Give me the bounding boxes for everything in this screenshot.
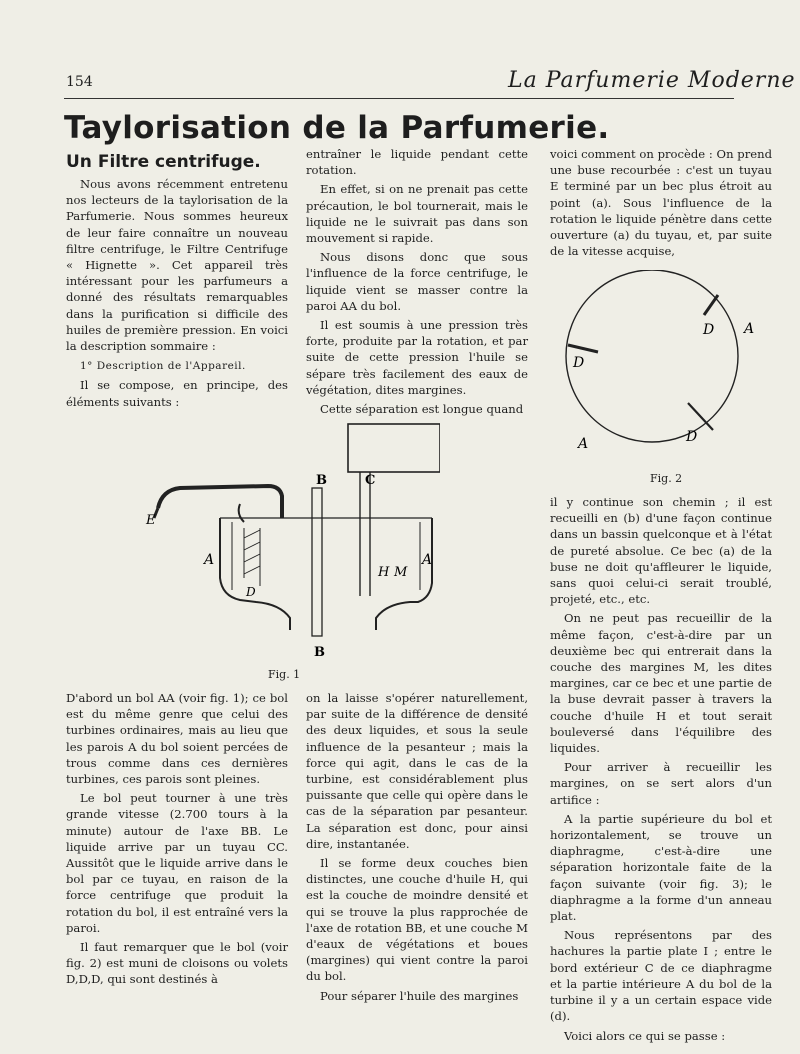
fig1-label-c: C xyxy=(365,473,376,488)
page-number: 154 xyxy=(66,74,93,90)
paragraph: D'abord un bol AA (voir fig. 1); ce bol est du même genre que celui des turbines ordinaires, mais au lieu que les parois A du bol soient percées de trous comme dans ces dernières turbines, ces parois sont pleines. xyxy=(66,691,288,787)
figure-1 xyxy=(140,418,440,663)
column-4 xyxy=(66,690,288,988)
figure-1-caption: Fig. 1 xyxy=(268,668,301,681)
paragraph: Pour séparer l'huile des margines xyxy=(320,988,519,1003)
fig2-label-d1: D xyxy=(573,355,585,371)
fig1-label-b-bottom: B xyxy=(314,645,325,660)
paragraph: Voici alors ce qui se passe : xyxy=(564,1028,726,1043)
paragraph: En effet, si on ne prenait pas cette précaution, le bol tournerait, mais le liquide ne le suivrait pas dans son mouvement si rapide. xyxy=(306,182,528,246)
fig1-label-d: D xyxy=(246,585,256,599)
paragraph: on la laisse s'opérer naturellement, par suite de la différence de densité des deux liquides, et sous la seule influence de la pesanteur ; mais la force qui agit, dans le cas de la turbine, est considérablement plus puissante que celle qui opère dans le cas de la séparation par pesanteur. La séparation est donc, pour ainsi dire, instantanée. xyxy=(306,691,528,851)
paragraph: Il faut remarquer que le bol (voir fig. 2) est muni de cloisons ou volets D,D,D, qui sont destinés à xyxy=(66,940,288,987)
fig2-label-d2: D xyxy=(703,322,715,338)
fig2-label-a2: A xyxy=(578,436,589,452)
fig1-label-a-right: A xyxy=(422,552,433,568)
paragraph: Pour arriver à recueillir les margines, on se sert alors d'un artifice : xyxy=(550,760,772,807)
paragraph: il y continue son chemin ; il est recueilli en (b) d'une façon continue dans un bassin quelconque et à l'état de pureté absolue. Ce bec (a) de la buse ne doit qu'affleurer le liquide, sans quoi celui-ci serait troublé, projeté, etc., etc. xyxy=(550,495,772,607)
paragraph: Il est soumis à une pression très forte, produite par la rotation, et par suite de cette pression l'huile se sépare très facilement des eaux de végétation, dites margines. xyxy=(306,318,528,397)
column-5 xyxy=(306,690,528,1004)
paragraph: Le bol peut tourner à une très grande vitesse (2.700 tours à la minute) autour de l'axe BB. Le liquide arrive par un tuyau CC. Aussitôt que le liquide arrive dans le bol par ce tuyau, en raison de la force centrifuge que produit la rotation du bol, il est entraîné vers la paroi. xyxy=(66,791,288,935)
fig1-label-m: M xyxy=(394,565,408,580)
fig1-label-h: H xyxy=(378,565,390,580)
paragraph: Cette séparation est longue quand xyxy=(320,402,524,417)
paragraph: A la partie supérieure du bol et horizontalement, se trouve un diaphragme, c'est-à-dire une séparation horizontale faite de la façon suivante (voir fig. 3); le diaphragme a la forme d'un anneau plat. xyxy=(550,811,772,924)
article-subtitle: Un Filtre centrifuge. xyxy=(66,152,261,172)
running-head: La Parfumerie Moderne xyxy=(508,68,796,93)
figure-1-drawing xyxy=(140,418,440,663)
paragraph: Nous représentons par des hachures la partie plate I ; entre le bord extérieur C de ce diaphragme et la partie intérieure A du bol de la turbine il y a un certain espace vide (d). xyxy=(550,928,772,1024)
article-title: Taylorisation de la Parfumerie. xyxy=(64,110,610,146)
column-6 xyxy=(550,494,772,1044)
paragraph: Nous disons donc que sous l'influence de la force centrifuge, le liquide vient se masser contre la paroi AA du bol. xyxy=(306,250,528,313)
paragraph: entraîner le liquide pendant cette rotation. xyxy=(306,147,528,178)
figure-2-caption: Fig. 2 xyxy=(650,472,683,485)
header-rule xyxy=(64,98,734,99)
figure-2 xyxy=(548,270,788,470)
column-3 xyxy=(550,146,772,259)
figure-2-drawing xyxy=(548,270,788,470)
column-1 xyxy=(66,176,288,410)
fig1-label-a-left: A xyxy=(204,552,215,568)
paragraph: voici comment on procède : On prend une buse recourbée : c'est un tuyau E terminé par un bec plus étroit au point (a). Sous l'influence de la rotation le liquide pénètre dans cette ouverture (a) du tuyau, et, par suite de la vitesse acquise, xyxy=(550,147,772,259)
fig1-label-e: E xyxy=(146,513,156,528)
column-2 xyxy=(306,146,528,417)
fig1-label-b-top: B xyxy=(316,473,327,488)
fig2-label-d3: D xyxy=(686,429,698,445)
section-heading: 1° Description de l'Appareil. xyxy=(80,360,246,373)
paragraph: Il se compose, en principe, des éléments suivants : xyxy=(66,378,288,409)
paragraph: Il se forme deux couches bien distinctes, une couche d'huile H, qui est la couche de moindre densité et qui se trouve la plus rapprochée de l'axe de rotation BB, et une couche M d'eaux de végétations et boues (margines) qui vient contre la paroi du bol. xyxy=(306,856,528,984)
paragraph: On ne peut pas recueillir de la même façon, c'est-à-dire par un deuxième bec qui entrerait dans la couche des margines M, les dites margines, car ce bec et une partie de la buse devrait passer à travers la couche d'huile H et tout serait bouleversé dans l'équilibre des liquides. xyxy=(550,611,772,756)
fig2-label-a1: A xyxy=(744,321,755,337)
paragraph: Nous avons récemment entretenu nos lecteurs de la taylorisation de la Parfumerie. Nous sommes heureux de leur faire connaître un nouveau filtre centrifuge, le Filtre Centrifuge « Hignette ». Cet appareil très intéressant pour les parfumeurs a donné des résultats remarquables dans la purification si difficile des huiles de première pression. En voici la description sommaire : xyxy=(66,177,288,354)
